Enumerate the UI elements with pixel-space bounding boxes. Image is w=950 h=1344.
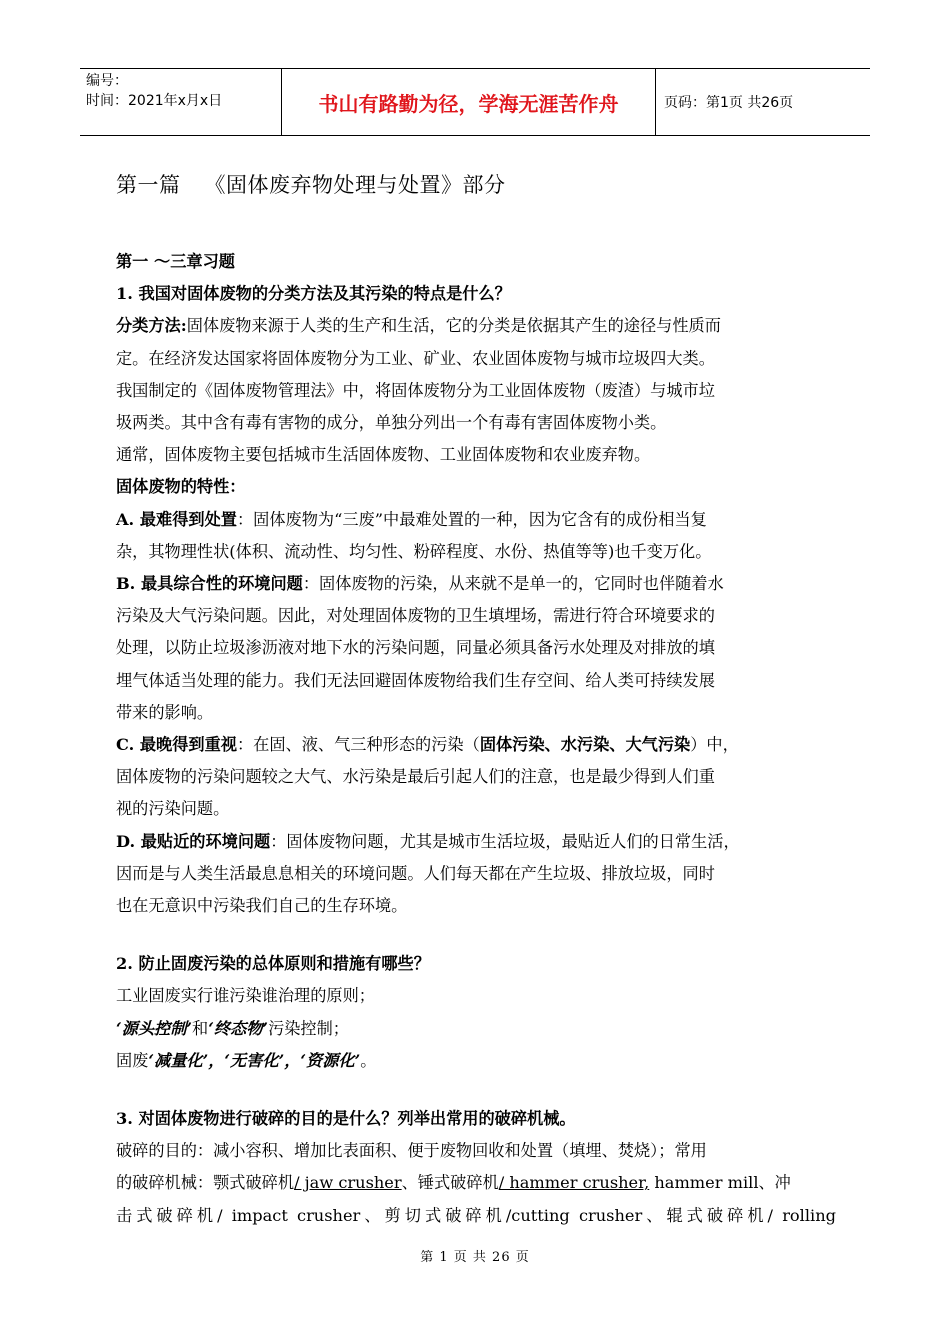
chapter-heading: 第一 ～三章习题 — [116, 252, 235, 271]
header-meta — [80, 69, 281, 135]
feature-b-line-1: B. 最具综合性的环境问题：固体废物的污染，从来就不是单一的，它同时也伴随着水 — [116, 574, 724, 594]
q3-line-3: 击式破碎机/ impact crusher、剪切式破碎机/cutting crusher、辊式破碎机/ rolling — [116, 1205, 836, 1225]
feature-a-line-1: A. 最难得到处置：固体废物为“三废”中最难处置的一种，因为它含有的成份相当复 — [116, 509, 707, 529]
q1-classification-line-2: 定。在经济发达国家将固体废物分为工业、矿业、农业固体废物与城市垃圾四大类。 — [116, 348, 715, 368]
q2-line-1: 工业固废实行谁污染谁治理的原则； — [116, 986, 375, 1006]
page-footer: 第 1 页 共 26 页 — [420, 1250, 530, 1265]
feature-b-line-2: 污染及大气污染问题。因此，对处理固体废物的卫生填埋场，需进行符合环境要求的 — [116, 606, 715, 626]
code-label: 编号： — [86, 73, 128, 89]
question-2: 2. 防止固废污染的总体原则和措施有哪些？ — [116, 954, 430, 974]
title-part: 第一篇 — [116, 173, 181, 197]
q2-line-2: ‘源头控制’和‘终态物’污染控制； — [116, 1018, 349, 1038]
q3-line-2: 的破碎机械：颚式破碎机/ jaw crusher、锤式破碎机/ hammer crusher, hammer mill、冲 — [116, 1173, 791, 1193]
feature-c-line-1: C. 最晚得到重视：在固、液、气三种形态的污染（固体污染、水污染、大气污染）中， — [116, 735, 739, 755]
question-3: 3. 对固体废物进行破碎的目的是什么？列举出常用的破碎机械。 — [116, 1109, 576, 1129]
time-label: 时间：2021年x月x日 — [86, 93, 223, 109]
q1-classification-line-5: 通常，固体废物主要包括城市生活固体废物、工业固体废物和农业废弃物。 — [116, 445, 651, 465]
title-name: 《固体废弃物处理与处置》部分 — [204, 173, 506, 197]
feature-b-line-4: 埋气体适当处理的能力。我们无法回避固体废物给我们生存空间、给人类可持续发展 — [116, 670, 715, 690]
q2-line-3: 固废‘减量化’，‘无害化’，‘资源化’。 — [116, 1050, 377, 1070]
document-body — [116, 168, 836, 1232]
feature-c-line-3: 视的污染问题。 — [116, 799, 230, 819]
header-page-label: 页码：第1页 共26页 — [664, 95, 794, 111]
q1-features-label: 固体废物的特性： — [116, 477, 246, 497]
feature-c-line-2: 固体废物的污染问题较之大气、水污染是最后引起人们的注意，也是最少得到人们重 — [116, 767, 715, 787]
q3-line-1: 破碎的目的：减小容积、增加比表面积、便于废物回收和处置（填埋、焚烧）；常用 — [116, 1141, 707, 1161]
feature-b-line-3: 处理，以防止垃圾渗沥液对地下水的污染问题，同量必须具备污水处理及对排放的填 — [116, 638, 715, 658]
question-1: 1. 我国对固体废物的分类方法及其污染的特点是什么？ — [116, 284, 511, 304]
feature-d-line-3: 也在无意识中污染我们自己的生存环境。 — [116, 896, 408, 916]
q1-classification-line-1: 分类方法:固体废物来源于人类的生产和生活，它的分类是依据其产生的途径与性质而 — [116, 316, 721, 336]
q1-classification-line-4: 圾两类。其中含有毒有害物的成分，单独分列出一个有毒有害固体废物小类。 — [116, 413, 667, 433]
document-title — [116, 168, 836, 202]
feature-d-line-2: 因而是与人类生活最息息相关的环境问题。人们每天都在产生垃圾、排放垃圾，同时 — [116, 863, 715, 883]
page-header — [80, 68, 870, 136]
feature-b-line-5: 带来的影响。 — [116, 702, 214, 722]
q1-classification-line-3: 我国制定的《固体废物管理法》中，将固体废物分为工业固体废物（废渣）与城市垃 — [116, 380, 715, 400]
header-motto: 书山有路勤为径，学海无涯苦作舟 — [281, 69, 656, 135]
feature-a-line-2: 杂，其物理性状(体积、流动性、均匀性、粉碎程度、水份、热值等等)也千变万化。 — [116, 541, 712, 561]
feature-d-line-1: D. 最贴近的环境问题：固体废物问题，尤其是城市生活垃圾，最贴近人们的日常生活， — [116, 831, 740, 851]
